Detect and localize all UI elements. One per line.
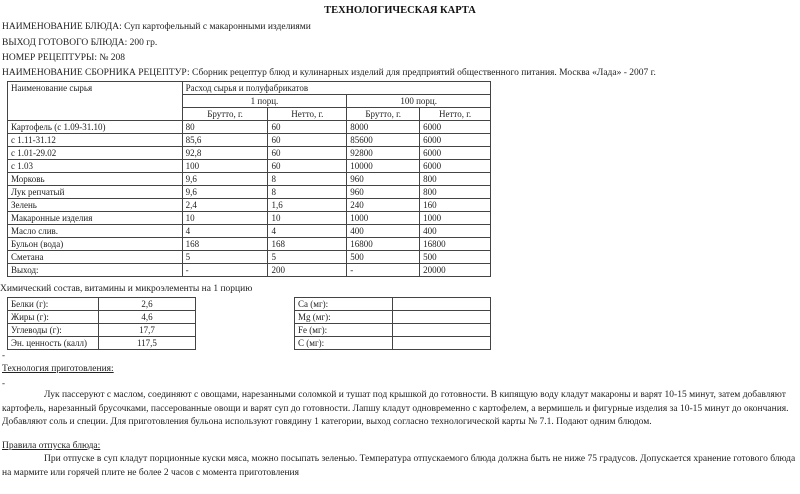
table-row bbox=[8, 264, 491, 277]
header-brutto: Брутто, г. bbox=[182, 108, 268, 121]
nutrient-label: Углеводы (г): bbox=[8, 324, 99, 337]
separator-dash: - bbox=[2, 378, 5, 388]
netto-100-cell: 20000 bbox=[420, 264, 491, 277]
document-title: ТЕХНОЛОГИЧЕСКАЯ КАРТА bbox=[324, 5, 476, 16]
nutrient-label: C (мг): bbox=[295, 337, 393, 350]
netto-100-cell: 1000 bbox=[420, 212, 491, 225]
brutto-1-cell: 9,6 bbox=[182, 173, 268, 186]
nutrient-value: 2,6 bbox=[98, 298, 195, 311]
ingredient-name-cell: Выход: bbox=[8, 264, 183, 277]
technology-text: Лук пассеруют с маслом, соединяют с овощами, нарезанными соломкой и тушат под крышкой до готовности. В кипящую воду кладут макароны и варят 10-15 минут, затем добавляют картофель, нарезанный брусочками, пассерованные овощи и варят суп до готовности. Лапшу кладут одновременно с картофелем, а вермишель и фигурные изделия за 10-15 минут до окончания. Добавляют соль и специи. Для приготовления бульона используют говядину 1 категории, выход согласно технологической карты № 7.1. Подают одним блюдом. bbox=[2, 390, 789, 427]
nutrient-label: Жиры (г): bbox=[8, 311, 99, 324]
nutrition-row bbox=[8, 311, 196, 324]
brutto-100-cell: 500 bbox=[347, 251, 420, 264]
serving-heading: Правила отпуска блюда: bbox=[2, 441, 101, 451]
nutrition-row bbox=[295, 337, 491, 350]
serving-text: При отпуске в суп кладут порционные куски мяса, можно посыпать зеленью. Температура отпускаемого блюда должна быть не ниже 75 градусов. Допускается хранение готового блюда на мармите или горячей плите не более 2 часов с момента приготовления bbox=[2, 454, 796, 478]
netto-1-cell: 168 bbox=[268, 238, 347, 251]
brutto-1-cell: 168 bbox=[182, 238, 268, 251]
ingredient-name-cell: Сметана bbox=[8, 251, 183, 264]
netto-100-cell: 6000 bbox=[420, 121, 491, 134]
netto-1-cell: 60 bbox=[268, 147, 347, 160]
ingredient-name-cell: с 1.01-29.02 bbox=[8, 147, 183, 160]
netto-1-cell: 60 bbox=[268, 160, 347, 173]
nutrient-label: Белки (г): bbox=[8, 298, 99, 311]
header-netto: Нетто, г. bbox=[268, 108, 347, 121]
netto-100-cell: 800 bbox=[420, 173, 491, 186]
nutrition-row bbox=[295, 298, 491, 311]
ingredient-name-cell: Картофель (с 1.09-31.10) bbox=[8, 121, 183, 134]
brutto-100-cell: 960 bbox=[347, 173, 420, 186]
ingredients-table bbox=[7, 81, 491, 277]
netto-1-cell: 200 bbox=[268, 264, 347, 277]
netto-100-cell: 160 bbox=[420, 199, 491, 212]
nutrition-row bbox=[8, 298, 196, 311]
header-1-portion: 1 порц. bbox=[182, 95, 347, 108]
table-row bbox=[8, 238, 491, 251]
ingredient-name-cell: Морковь bbox=[8, 173, 183, 186]
recipe-collection: НАИМЕНОВАНИЕ СБОРНИКА РЕЦЕПТУР: Сборник рецептур блюд и кулинарных изделий для предприятий общественного питания. Москва «Лада» - 2007 г. bbox=[2, 68, 656, 78]
brutto-1-cell: 10 bbox=[182, 212, 268, 225]
table-row bbox=[8, 251, 491, 264]
netto-100-cell: 400 bbox=[420, 225, 491, 238]
ingredient-name-cell: Зелень bbox=[8, 199, 183, 212]
nutrient-value bbox=[392, 311, 490, 324]
brutto-1-cell: 2,4 bbox=[182, 199, 268, 212]
nutrition-row bbox=[8, 337, 196, 350]
header-row bbox=[8, 82, 491, 95]
brutto-100-cell: 240 bbox=[347, 199, 420, 212]
nutrition-row bbox=[295, 311, 491, 324]
brutto-1-cell: 5 bbox=[182, 251, 268, 264]
ingredient-name-cell: Макаронные изделия bbox=[8, 212, 183, 225]
nutrient-value bbox=[392, 298, 490, 311]
brutto-100-cell: - bbox=[347, 264, 420, 277]
netto-100-cell: 6000 bbox=[420, 160, 491, 173]
technology-heading: Технология приготовления: bbox=[2, 364, 114, 374]
header-consumption: Расход сырья и полуфабрикатов bbox=[182, 82, 490, 95]
brutto-100-cell: 92800 bbox=[347, 147, 420, 160]
nutrient-label: Fe (мг): bbox=[295, 324, 393, 337]
nutrient-value bbox=[392, 324, 490, 337]
brutto-1-cell: 80 bbox=[182, 121, 268, 134]
brutto-100-cell: 960 bbox=[347, 186, 420, 199]
ingredient-name-cell: с 1.11-31.12 bbox=[8, 134, 183, 147]
ingredient-name-cell: Масло слив. bbox=[8, 225, 183, 238]
nutrient-label: Ca (мг): bbox=[295, 298, 393, 311]
nutrient-value: 17,7 bbox=[98, 324, 195, 337]
table-row bbox=[8, 212, 491, 225]
brutto-100-cell: 400 bbox=[347, 225, 420, 238]
netto-1-cell: 4 bbox=[268, 225, 347, 238]
nutrition-row bbox=[8, 324, 196, 337]
table-row bbox=[8, 173, 491, 186]
table-row bbox=[8, 134, 491, 147]
brutto-1-cell: - bbox=[182, 264, 268, 277]
netto-100-cell: 6000 bbox=[420, 147, 491, 160]
brutto-100-cell: 16800 bbox=[347, 238, 420, 251]
header-brutto: Брутто, г. bbox=[347, 108, 420, 121]
brutto-100-cell: 10000 bbox=[347, 160, 420, 173]
header-netto: Нетто, г. bbox=[420, 108, 491, 121]
nutrient-value: 117,5 bbox=[98, 337, 195, 350]
ingredient-name-cell: Бульон (вода) bbox=[8, 238, 183, 251]
netto-1-cell: 60 bbox=[268, 121, 347, 134]
netto-1-cell: 8 bbox=[268, 186, 347, 199]
ingredient-name-cell: с 1.03 bbox=[8, 160, 183, 173]
netto-100-cell: 500 bbox=[420, 251, 491, 264]
brutto-100-cell: 1000 bbox=[347, 212, 420, 225]
brutto-1-cell: 4 bbox=[182, 225, 268, 238]
table-row bbox=[8, 199, 491, 212]
table-row bbox=[8, 147, 491, 160]
netto-1-cell: 8 bbox=[268, 173, 347, 186]
netto-100-cell: 16800 bbox=[420, 238, 491, 251]
nutrient-label: Эн. ценность (калл) bbox=[8, 337, 99, 350]
brutto-1-cell: 92,8 bbox=[182, 147, 268, 160]
dish-name: НАИМЕНОВАНИЕ БЛЮДА: Суп картофельный с макаронными изделиями bbox=[2, 22, 311, 32]
nutrition-table-minerals bbox=[294, 297, 491, 350]
header-100-portions: 100 порц. bbox=[347, 95, 491, 108]
table-row bbox=[8, 225, 491, 238]
netto-100-cell: 6000 bbox=[420, 134, 491, 147]
header-ingredient-name: Наименование сырья bbox=[8, 82, 183, 121]
ingredient-name-cell: Лук репчатый bbox=[8, 186, 183, 199]
brutto-100-cell: 85600 bbox=[347, 134, 420, 147]
nutrition-table-macros bbox=[7, 297, 196, 350]
table-row bbox=[8, 186, 491, 199]
nutrient-value: 4,6 bbox=[98, 311, 195, 324]
brutto-100-cell: 8000 bbox=[347, 121, 420, 134]
table-row bbox=[8, 160, 491, 173]
table-row bbox=[8, 121, 491, 134]
brutto-1-cell: 85,6 bbox=[182, 134, 268, 147]
nutrition-row bbox=[295, 324, 491, 337]
netto-1-cell: 5 bbox=[268, 251, 347, 264]
netto-1-cell: 1,6 bbox=[268, 199, 347, 212]
nutrient-value bbox=[392, 337, 490, 350]
dish-yield: ВЫХОД ГОТОВОГО БЛЮДА: 200 гр. bbox=[2, 38, 158, 48]
separator-dash: - bbox=[2, 350, 5, 360]
netto-100-cell: 800 bbox=[420, 186, 491, 199]
nutrition-caption: Химический состав, витамины и микроэлементы на 1 порцию bbox=[0, 284, 253, 294]
netto-1-cell: 10 bbox=[268, 212, 347, 225]
nutrient-label: Mg (мг): bbox=[295, 311, 393, 324]
recipe-number: НОМЕР РЕЦЕПТУРЫ: № 208 bbox=[2, 53, 126, 63]
netto-1-cell: 60 bbox=[268, 134, 347, 147]
brutto-1-cell: 9,6 bbox=[182, 186, 268, 199]
brutto-1-cell: 100 bbox=[182, 160, 268, 173]
